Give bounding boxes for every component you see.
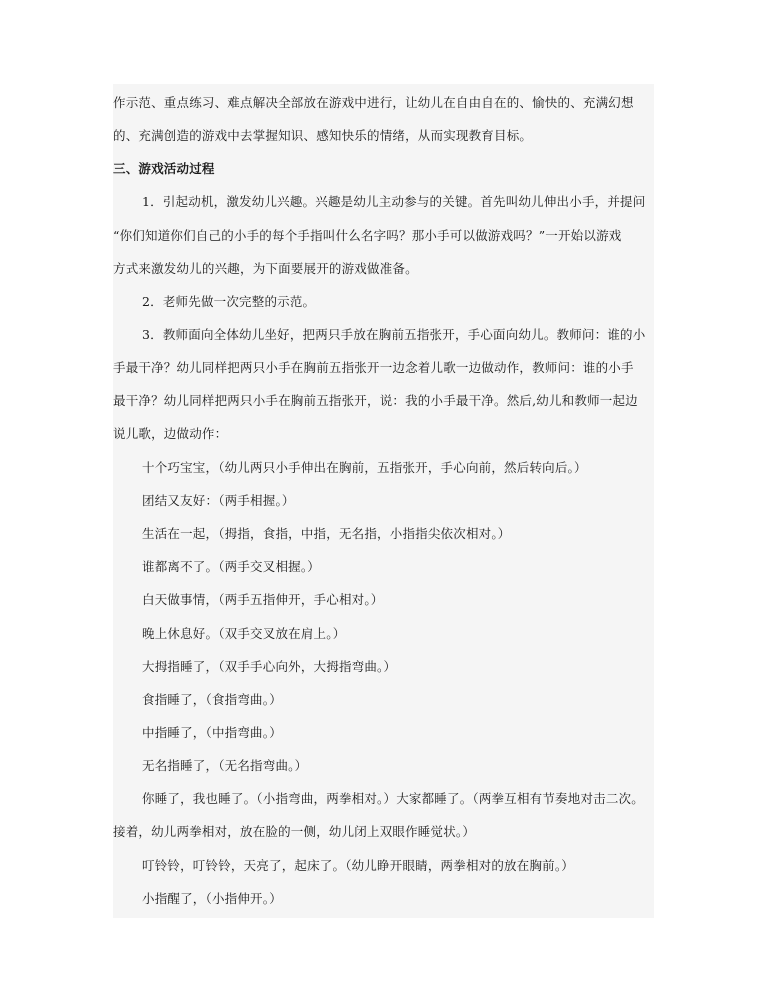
paragraph-line: 最干净？幼儿同样把两只小手在胸前五指张开，说：我的小手最干净。然后,幼儿和教师一起边 (113, 393, 638, 408)
rhyme-line: 食指睡了，（食指弯曲。） (142, 692, 282, 707)
paragraph-line: 的、充满创造的游戏中去掌握知识、感知快乐的情绪，从而实现教育目标。 (113, 128, 533, 143)
rhyme-line: 白天做事情，（两手五指伸开，手心相对。） (142, 592, 384, 607)
rhyme-line: 无名指睡了，（无名指弯曲。） (142, 758, 308, 773)
rhyme-line: 叮铃铃，叮铃铃，天亮了，起床了。（幼儿睁开眼睛，两拳相对的放在胸前。） (142, 858, 575, 873)
paragraph-line: 1．引起动机，激发幼儿兴趣。兴趣是幼儿主动参与的关键。首先叫幼儿伸出小手，并提问 (142, 194, 646, 209)
rhyme-line: 团结又友好：（两手相握。） (142, 493, 295, 508)
paragraph-line: 方式来激发幼儿的兴趣，为下面要展开的游戏做准备。 (113, 261, 418, 276)
paragraph-line: 3．教师面向全体幼儿坐好，把两只手放在胸前五指张开，手心面向幼儿。教师问：谁的小 (142, 327, 646, 342)
rhyme-line: 中指睡了，（中指弯曲。） (142, 725, 282, 740)
rhyme-line: 你睡了，我也睡了。（小指弯曲，两拳相对。）大家都睡了。（两拳互相有节奏地对击二次。 (142, 791, 644, 806)
rhyme-line: 生活在一起，（拇指，食指，中指，无名指，小指指尖依次相对。） (142, 526, 511, 541)
paragraph-line: 2．老师先做一次完整的示范。 (142, 294, 316, 309)
rhyme-line: 晚上休息好。（双手交叉放在肩上。） (142, 626, 346, 641)
rhyme-line: 大拇指睡了，（双手手心向外，大拇指弯曲。） (142, 659, 397, 674)
rhyme-line: 谁都离不了。（两手交叉相握。） (142, 559, 321, 574)
paragraph-line: 接着，幼儿两拳相对，放在脸的一侧，幼儿闭上双眼作睡觉状。） (113, 824, 476, 839)
section-heading: 三、游戏活动过程 (113, 161, 215, 176)
paragraph-line: “你们知道你们自己的小手的每个手指叫什么名字吗？那小手可以做游戏吗？”一开始以游戏 (113, 228, 622, 243)
rhyme-line: 小指醒了，（小指伸开。） (142, 891, 282, 906)
rhyme-line: 十个巧宝宝，（幼儿两只小手伸出在胸前，五指张开，手心向前，然后转向后。） (142, 460, 587, 475)
paragraph-line: 作示范、重点练习、难点解决全部放在游戏中进行，让幼儿在自由自在的、愉快的、充满幻想 (113, 95, 634, 110)
paragraph-line: 手最干净？幼儿同样把两只小手在胸前五指张开一边念着儿歌一边做动作，教师问：谁的小手 (113, 360, 634, 375)
paragraph-line: 说儿歌，边做动作： (113, 426, 228, 441)
